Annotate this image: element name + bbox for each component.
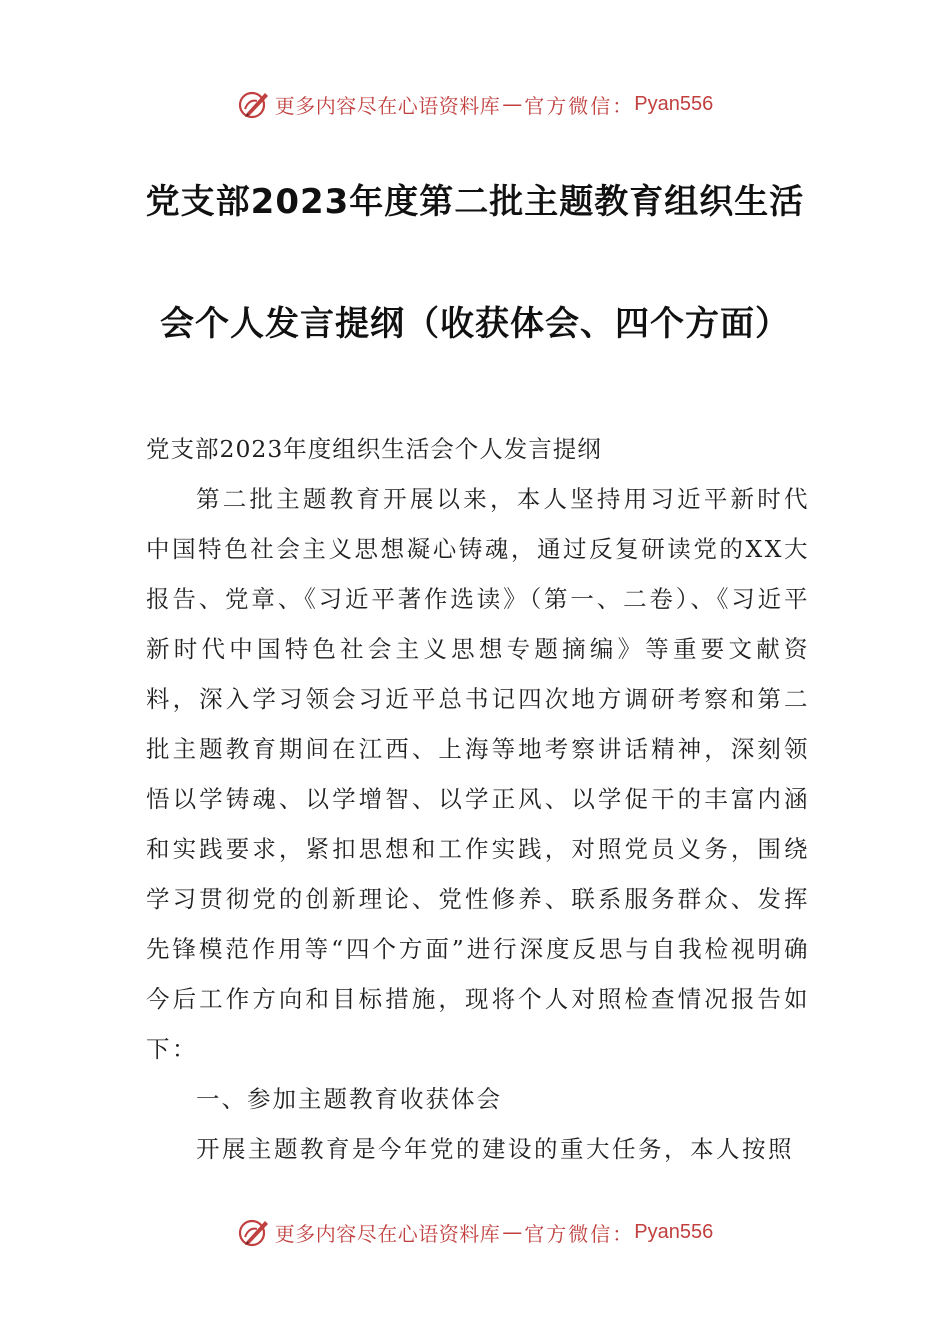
watermark-dash: — (502, 92, 523, 116)
pen-logo-icon (237, 1215, 271, 1249)
document-title-line-2: 会个人发言提纲（收获体会、四个方面） (160, 304, 790, 344)
watermark-sub-text: 官方微信： (524, 93, 635, 118)
document-title-line-1: 党支部2023年度第二批主题教育组织生活 (145, 182, 805, 222)
pen-logo-icon (237, 87, 271, 121)
document-subtitle: 党支部2023年度组织生活会个人发言提纲 (146, 435, 602, 463)
section-heading-1: 一、参加主题教育收获体会 (196, 1085, 502, 1113)
watermark-dash: — (502, 1220, 523, 1244)
watermark-main-text: 更多内容尽在心语资料库 (274, 1221, 501, 1246)
watermark-wechat-id: Pyan556 (634, 1220, 714, 1243)
watermark-main-text: 更多内容尽在心语资料库 (274, 93, 501, 118)
body-paragraph-2: 开展主题教育是今年党的建设的重大任务，本人按照 (196, 1135, 794, 1163)
watermark-header (0, 84, 950, 124)
watermark-wechat-id: Pyan556 (634, 92, 714, 115)
body-paragraph-1: 第二批主题教育开展以来，本人坚持用习近平新时代中国特色社会主义思想凝心铸魂，通过反复研读党的XX大报告、党章、《习近平著作选读》（第一、二卷）、《习近平新时代中国特色社会主义思想专题摘编》等重要文献资料，深入学习领会习近平总书记四次地方调研考察和第二批主题教育期间在江西、上海等地考察讲话精神，深刻领悟以学铸魂、以学增智、以学正风、以学促干的丰富内涵和实践要求，紧扣思想和工作实践，对照党员义务，围绕学习贯彻党的创新理论、党性修养、联系服务群众、发挥先锋模范作用等“四个方面”进行深度反思与自我检视明确今后工作方向和目标措施，现将个人对照检查情况报告如下： (146, 485, 810, 1063)
watermark-footer (0, 1212, 950, 1252)
watermark-sub-text: 官方微信： (524, 1221, 635, 1246)
